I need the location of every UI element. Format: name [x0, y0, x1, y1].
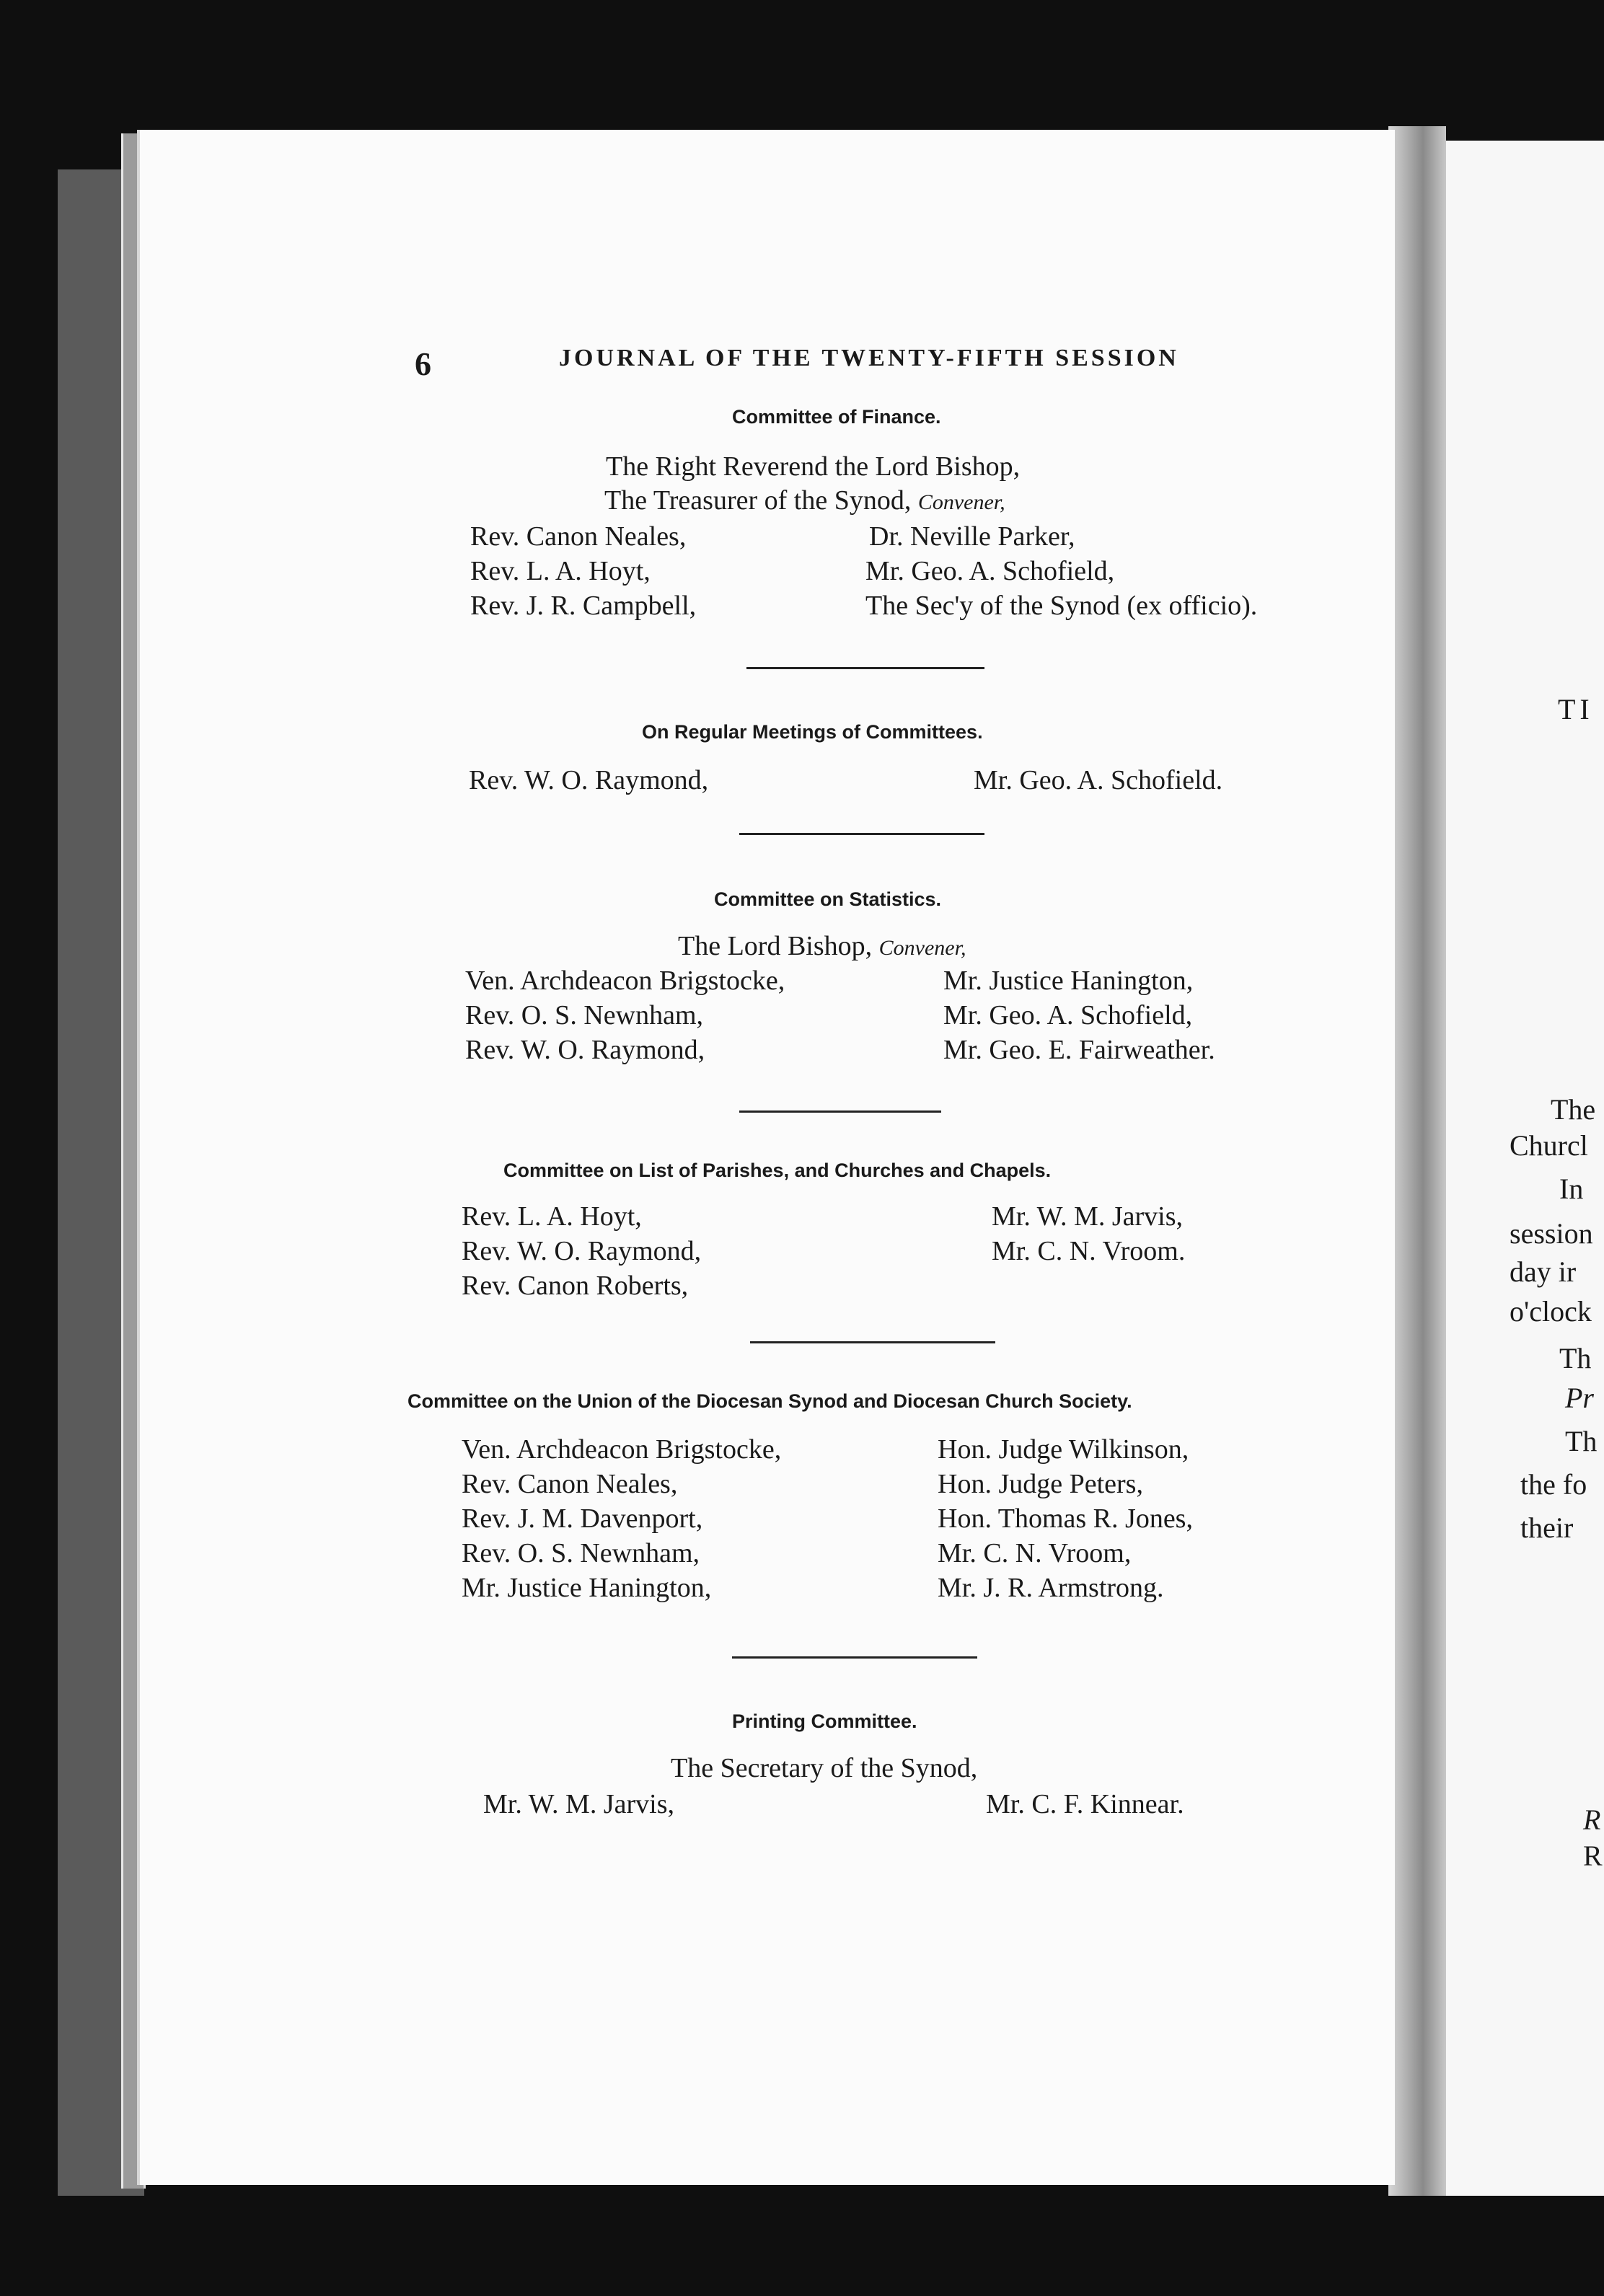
section-heading-finance: Committee of Finance.: [732, 406, 941, 428]
page-gutter: [1388, 126, 1446, 2196]
section-divider: [739, 1111, 941, 1113]
left-page: [137, 130, 1395, 2185]
member-right: Mr. Geo. A. Schofield,: [865, 556, 1115, 586]
page-number: 6: [415, 345, 431, 382]
right-page-text: Pr: [1565, 1382, 1594, 1414]
member-right: Hon. Judge Peters,: [938, 1469, 1143, 1499]
member-right: The Sec'y of the Synod (ex officio).: [865, 591, 1258, 621]
right-page-text: Th: [1565, 1425, 1598, 1457]
right-page-text: Th: [1559, 1342, 1592, 1374]
member-left: Rev. J. R. Campbell,: [470, 591, 697, 621]
member-right: Mr. W. M. Jarvis,: [992, 1201, 1183, 1232]
section-divider: [750, 1341, 995, 1343]
member-left: Rev. L. A. Hoyt,: [462, 1201, 642, 1232]
section-divider: [739, 833, 984, 835]
section-heading-union: Committee on the Union of the Diocesan Synod and Diocesan Church Society.: [407, 1390, 1132, 1412]
member-right: Hon. Thomas R. Jones,: [938, 1504, 1193, 1534]
right-page-text: The: [1551, 1093, 1596, 1126]
convener-label: Convener,: [917, 490, 1005, 514]
member-right: Mr. C. N. Vroom.: [992, 1236, 1186, 1266]
center-line: The Right Reverend the Lord Bishop,: [606, 451, 1021, 482]
member-left: Mr. W. M. Jarvis,: [483, 1789, 674, 1819]
member-right: Dr. Neville Parker,: [869, 521, 1075, 552]
member-left: Ven. Archdeacon Brigstocke,: [462, 1434, 782, 1465]
center-line: The Lord Bishop, Convener,: [678, 931, 966, 961]
member-left: Rev. O. S. Newnham,: [465, 1000, 703, 1030]
right-page-text: In: [1559, 1173, 1584, 1205]
section-divider: [732, 1656, 977, 1659]
member-left: Rev. Canon Neales,: [462, 1469, 678, 1499]
center-line: The Secretary of the Synod,: [671, 1753, 978, 1783]
right-page-text: o'clock: [1510, 1295, 1592, 1328]
member-right: Mr. Geo. A. Schofield,: [943, 1000, 1193, 1030]
right-page-text: TI: [1558, 693, 1594, 725]
member-right: Mr. J. R. Armstrong.: [938, 1573, 1164, 1603]
section-heading-statistics: Committee on Statistics.: [714, 888, 942, 910]
member-left: Ven. Archdeacon Brigstocke,: [465, 966, 785, 996]
right-page-text: day ir: [1510, 1255, 1577, 1288]
convener-label: Convener,: [878, 936, 966, 960]
section-heading-printing: Printing Committee.: [732, 1710, 917, 1732]
right-page-text: Churcl: [1510, 1129, 1588, 1162]
member-left: Rev. Canon Neales,: [470, 521, 687, 552]
member-left: Rev. O. S. Newnham,: [462, 1538, 700, 1568]
member-right: Mr. Geo. A. Schofield.: [974, 765, 1223, 795]
member-left: Rev. W. O. Raymond,: [462, 1236, 702, 1266]
member-right: Hon. Judge Wilkinson,: [938, 1434, 1189, 1465]
section-heading-parishes: Committee on List of Parishes, and Churches and Chapels.: [503, 1160, 1052, 1181]
member-left: Rev. J. M. Davenport,: [462, 1504, 703, 1534]
member-right: Mr. C. N. Vroom,: [938, 1538, 1132, 1568]
section-divider: [746, 667, 984, 669]
section-heading-regular-meetings: On Regular Meetings of Committees.: [642, 721, 983, 743]
member-right: Mr. Geo. E. Fairweather.: [943, 1035, 1215, 1065]
member-right: Mr. C. F. Kinnear.: [986, 1789, 1184, 1819]
right-page: [1442, 141, 1604, 2196]
right-page-text: the fo: [1520, 1468, 1587, 1501]
running-title: JOURNAL OF THE TWENTY-FIFTH SESSION: [559, 345, 1179, 371]
right-page-text: R: [1583, 1840, 1603, 1872]
member-left: Rev. W. O. Raymond,: [469, 765, 709, 795]
center-line: The Treasurer of the Synod, Convener,: [604, 485, 1005, 516]
member-left: Mr. Justice Hanington,: [462, 1573, 712, 1603]
member-left: Rev. L. A. Hoyt,: [470, 556, 651, 586]
right-page-text: session: [1510, 1217, 1593, 1250]
member-left: Rev. Canon Roberts,: [462, 1271, 689, 1301]
right-page-text: their: [1520, 1511, 1574, 1544]
right-page-text: R: [1583, 1803, 1601, 1836]
member-right: Mr. Justice Hanington,: [943, 966, 1194, 996]
member-left: Rev. W. O. Raymond,: [465, 1035, 705, 1065]
